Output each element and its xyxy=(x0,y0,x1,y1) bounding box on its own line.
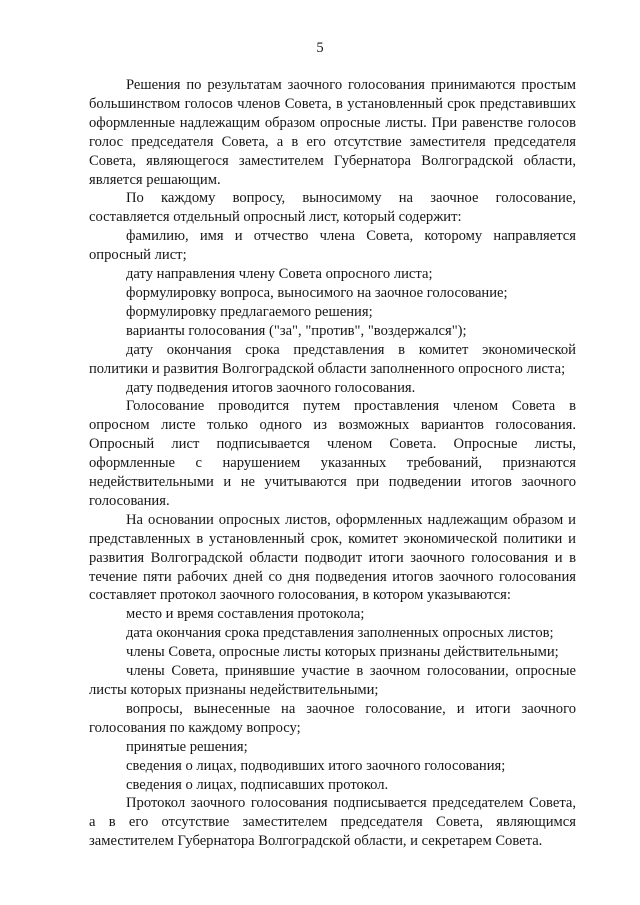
list-item: сведения о лицах, подводивших итого заочного голосования; xyxy=(126,757,506,774)
list-item: варианты голосования ("за", "против", "воздержался"); xyxy=(126,322,467,339)
paragraph-protocol-signature: Протокол заочного голосования подписывается председателем Совета, а в его отсутствие заместителем председателя Совета, являющимся заместителем Губернатора Волгоградской области, и секретарем Совета. xyxy=(89,795,576,850)
document-body xyxy=(89,76,576,851)
page-number: 5 xyxy=(316,40,324,56)
paragraph-voting-procedure: Голосование проводится путем проставления членом Совета в опросном листе только одного из возможных вариантов голосования. Опросный лист подписывается членом Совета. Опросные листы, оформленные с нарушением указанных требований, признаются недействительными и не учитываются при подведении итогов заочного голосования. xyxy=(89,398,576,509)
list-item: дата окончания срока представления заполненных опросных листов; xyxy=(126,625,554,642)
paragraph-decision-rule: Решения по результатам заочного голосования принимаются простым большинством голосов членов Совета, в установленный срок представивших оформленные надлежащим образом опросные листы. При равенстве голосов голос председателя Совета, а в его отсутствие заместителя председателя Совета, являющегося заместителем Губернатора Волгоградской области, является решающим. xyxy=(89,77,576,188)
list-item: дату направления члену Совета опросного листа; xyxy=(126,266,433,283)
list-item: члены Совета, принявшие участие в заочном голосовании, опросные листы которых признаны недействительными; xyxy=(89,663,576,698)
list-item: фамилию, имя и отчество члена Совета, которому направляется опросный лист; xyxy=(89,228,576,264)
list-item: дату подведения итогов заочного голосования. xyxy=(126,379,416,396)
list-item: принятые решения; xyxy=(126,738,248,755)
list-item: члены Совета, опросные листы которых признаны действительными; xyxy=(126,644,559,661)
paragraph-protocol-intro: На основании опросных листов, оформленных надлежащим образом и представленных в установленный срок, комитет экономической политики и развития Волгоградской области подводит итоги заочного голосования и в течение пяти рабочих дней со дня подведения итогов заочного голосования составляет протокол заочного голосования, в котором указываются: xyxy=(89,511,576,604)
list-item: дату окончания срока представления в комитет экономической политики и развития Волгоградской области заполненного опросного листа; xyxy=(89,341,576,377)
list-item: формулировку предлагаемого решения; xyxy=(126,303,373,320)
paragraph-questionnaire-intro: По каждому вопросу, выносимому на заочное голосование, составляется отдельный опросный лист, который содержит: xyxy=(89,190,576,226)
list-item: формулировку вопроса, выносимого на заочное голосование; xyxy=(126,284,508,301)
list-item: вопросы, вынесенные на заочное голосование, и итоги заочного голосования по каждому вопросу; xyxy=(89,700,576,736)
list-item: место и время составления протокола; xyxy=(126,606,365,623)
list-item: сведения о лицах, подписавших протокол. xyxy=(126,776,389,793)
